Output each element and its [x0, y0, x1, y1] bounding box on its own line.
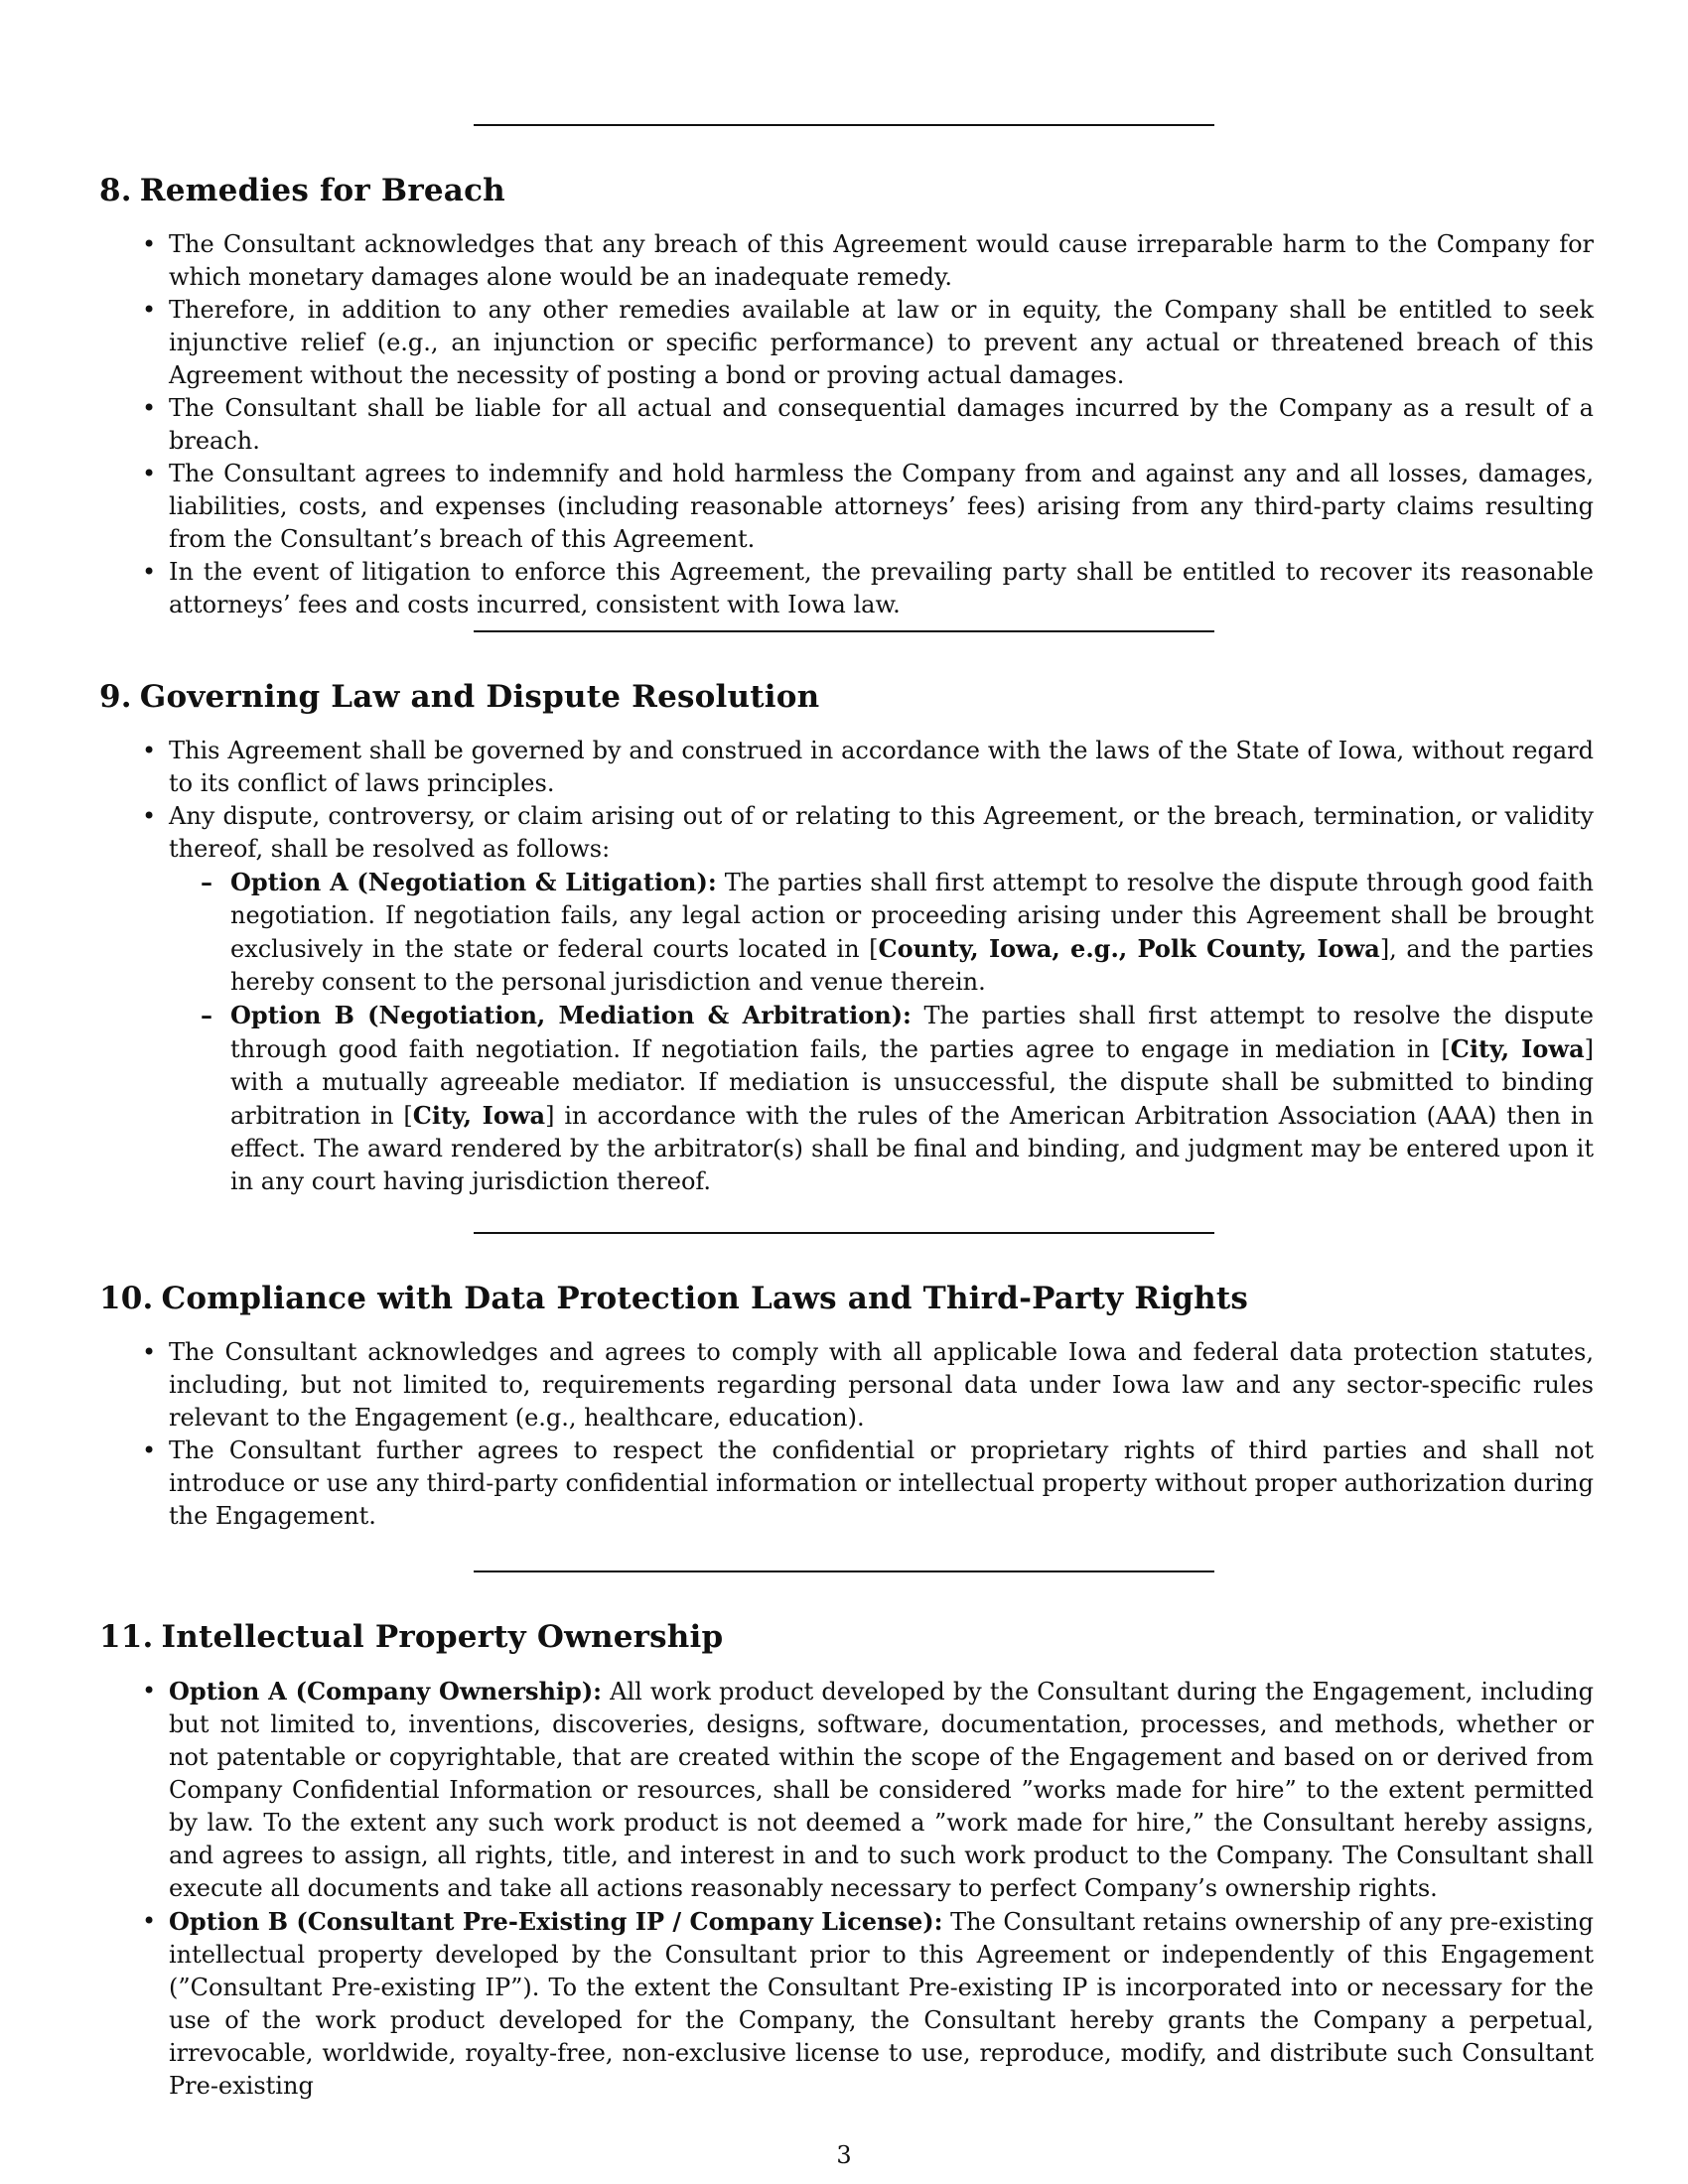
page-number: 3: [836, 2141, 852, 2169]
list-item: • The Consultant acknowledges and agrees to comply with all applicable Iowa and federal data protection statutes, including, but not limited to, requirements regarding personal data under Iowa law and any sector-specific rules relevant to the Engagement (e.g., healthcare, education).: [142, 1338, 1594, 1432]
list-item: • The Consultant agrees to indemnify and hold harmless the Company from and against any and all losses, damages, liabilities, costs, and expenses (including reasonable attorneys’ fees) arising from any third-party claims resulting from the Consultant’s breach of this Agreement.: [142, 460, 1594, 553]
section-11-list: [99, 1675, 1594, 2103]
section-11: [99, 1619, 1594, 2103]
list-item: • This Agreement shall be governed by and construed in accordance with the laws of the State of Iowa, without regard to its conflict of laws principles.: [142, 737, 1594, 797]
section-11-heading: 11. Intellectual Property Ownership: [99, 1619, 724, 1655]
section-9-heading: 9. Governing Law and Dispute Resolution: [99, 679, 820, 715]
section-10-list: [99, 1336, 1594, 1533]
section-9-list: [99, 735, 1594, 1198]
list-item: • In the event of litigation to enforce this Agreement, the prevailing party shall be entitled to recover its reasonable attorneys’ fees and costs incurred, consistent with Iowa law.: [142, 558, 1594, 618]
list-item: • Therefore, in addition to any other remedies available at law or in equity, the Company shall be entitled to seek injunctive relief (e.g., an injunction or specific performance) to prevent any actual or threatened breach of this Agreement without the necessity of posting a bond or proving actual damages.: [142, 296, 1594, 389]
section-8-list: [99, 228, 1594, 621]
section-divider: [474, 630, 1214, 632]
section-8: [99, 173, 1594, 621]
list-item: • The Consultant shall be liable for all actual and consequential damages incurred by the Company as a result of a breach.: [142, 394, 1594, 455]
section-divider: [474, 1570, 1214, 1572]
list-item: • The Consultant acknowledges that any breach of this Agreement would cause irreparable harm to the Company for which monetary damages alone would be an inadequate remedy.: [142, 230, 1594, 291]
list-item: • Any dispute, controversy, or claim arising out of or relating to this Agreement, or the breach, termination, or validity thereof, shall be resolved as follows: – Option A (Negotiation & Litigation): The parties shall first attempt to resolve the dispute through good faith negotiation. If negotiation fails, any legal action or proceeding arising under this Agreement shall be brought exclusively in the state or federal courts located in [County, Iowa, e.g., Polk County, Iowa], and the parties hereby consent to the personal jurisdiction and venue therein. – Option B (Negotiation, Mediation & Arbitration): The parties shall first attempt to resolve the dispute through good faith negotiation. If negotiation fails, the parties agree to engage in mediation in [City, Iowa] with a mutually agreeable mediator. If mediation is unsuccessful, the dispute shall be submitted to binding arbitration in [City, Iowa] in accordance with the rules of the American Arbitration Association (AAA) then in effect. The award rendered by the arbitrator(s) shall be final and binding, and judgment may be entered upon it in any court having jurisdiction thereof.: [169, 800, 1594, 1198]
section-10-heading: 10. Compliance with Data Protection Laws and Third-Party Rights: [99, 1281, 1249, 1316]
option-a-item: • Option A (Company Ownership): All work product developed by the Consultant during the Engagement, including but not limited to, inventions, discoveries, designs, software, documentation, processes, and methods, whether or not patentable or copyrightable, that are created within the scope of the Engagement and based on or derived from Company Confidential Information or resources, shall be considered ”works made for hire” to the extent permitted by law. To the extent any such work product is not deemed a ”work made for hire,” the Consultant hereby assigns, and agrees to assign, all rights, title, and interest in and to such work product to the Company. The Consultant shall execute all documents and take all actions reasonably necessary to perfect Company’s ownership rights.: [142, 1677, 1595, 1902]
section-10: [99, 1281, 1594, 1533]
option-b-item: • Option B (Consultant Pre-Existing IP / Company License): The Consultant retains ownership of any pre-existing intellectual property developed by the Consultant prior to this Agreement or independently of this Engagement (”Consultant Pre-existing IP”). To the extent the Consultant Pre-existing IP is incorporated into or necessary for the use of the work product developed for the Company, the Consultant hereby grants the Company a perpetual, irrevocable, worldwide, royalty-free, non-exclusive license to use, reproduce, modify, and distribute such Consultant Pre-existing: [142, 1907, 1595, 2100]
section-9: [99, 679, 1594, 1198]
dispute-options-list: [169, 866, 1594, 1198]
section-8-heading: 8. Remedies for Breach: [99, 173, 505, 208]
option-a-item: – Option A (Negotiation & Litigation): The parties shall first attempt to resolve the dispute through good faith negotiation. If negotiation fails, any legal action or proceeding arising under this Agreement shall be brought exclusively in the state or federal courts located in [County, Iowa, e.g., Polk County, Iowa], and the parties hereby consent to the personal jurisdiction and venue therein.: [201, 868, 1594, 996]
section-divider: [474, 1232, 1214, 1234]
list-item: • The Consultant further agrees to respect the confidential or proprietary rights of third parties and shall not introduce or use any third-party confidential information or intellectual property without proper authorization during the Engagement.: [142, 1436, 1594, 1530]
option-b-item: – Option B (Negotiation, Mediation & Arbitration): The parties shall first attempt to resolve the dispute through good faith negotiation. If negotiation fails, the parties agree to engage in mediation in [City, Iowa] with a mutually agreeable mediator. If mediation is unsuccessful, the dispute shall be submitted to binding arbitration in [City, Iowa] in accordance with the rules of the American Arbitration Association (AAA) then in effect. The award rendered by the arbitrator(s) shall be final and binding, and judgment may be entered upon it in any court having jurisdiction thereof.: [201, 1001, 1595, 1195]
section-divider: [474, 124, 1214, 126]
